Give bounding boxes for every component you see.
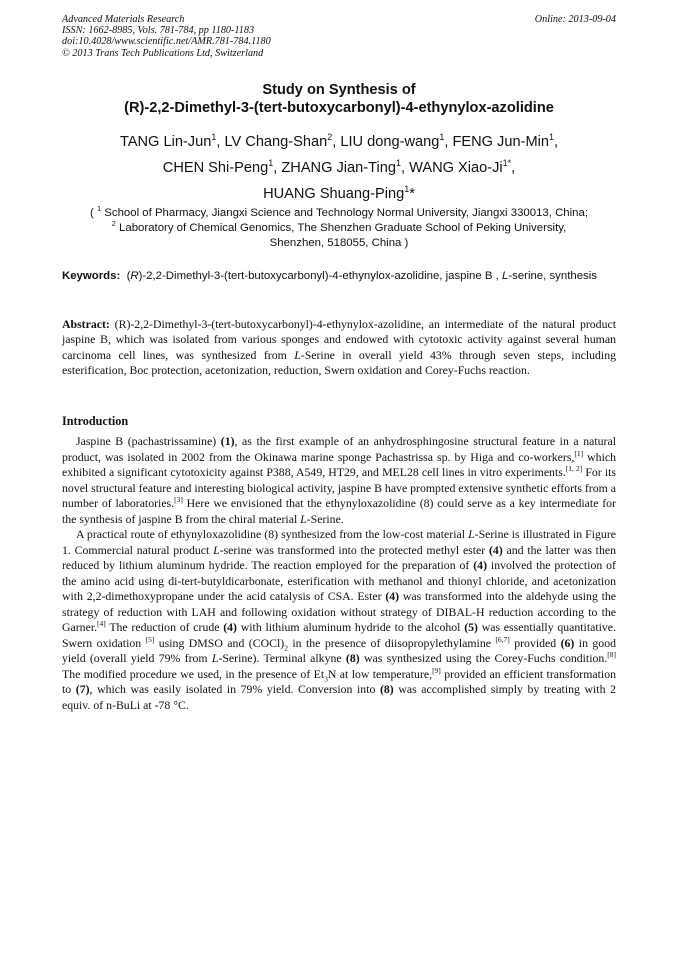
citation[interactable]: [1]	[574, 448, 584, 458]
issn-line: ISSN: 1662-8985, Vols. 781-784, pp 1180-1183	[62, 25, 255, 37]
section-heading-introduction: Introduction	[62, 414, 129, 428]
author-affil-mark: 1	[211, 132, 217, 143]
intro-paragraph-2: A practical route of ethynyloxazolidine (8) synthesized from the low-cost material L-Serine is illustrated in Figure 1. Commercial natural product L-serine was transformed into the protected methyl ester (4) and the latter was then reduced by lithium aluminum hydride. The reaction employed for the preparation of (4) involved the protection of the amino acid using di-tert-butyldicarbonate, esterification with methanol and thionyl chloride, and acetonization with 2,2-dimethoxypropane under the acid catalysis of CSA. Ester (4) was transformed into the aldehyde using the strategy of reduction with LAH and following oxidation without strategy of DIBAL-H reduction according to the Garner.[4] The reduction of crude (4) with lithium aluminum hydride to the alcohol (5) was essentially quantitative. Swern oxidation [5] using DMSO and $(COCl)_2$ in the presence of diisopropylethylamine [6,7] provided (6) in good yield (overall yield 79% from L-Serine). Terminal alkyne (8) was synthesized using the Corey-Fuchs condition.[8] The modified procedure we used, in the presence of $Et_3N$ at low temperature,[9] provided an efficient transformation to (7), which was easily isolated in 79% yield. Conversion into (8) was accomplished simply by treating with 2 equiv. of n-BuLi at -78 °C.	[62, 527, 617, 712]
affiliations	[62, 206, 616, 251]
keywords-section: Keywords: (R)-2,2-Dimethyl-3-(tert-butoxycarbonyl)-4-ethynylox-azolidine, jaspine B , L-serine, synthesis	[62, 270, 597, 282]
author-name: FENG Jun-Min	[452, 134, 549, 150]
doi-line[interactable]: doi:10.4028/www.scientific.net/AMR.781-784.1180	[62, 36, 271, 48]
author-name: CHEN Shi-Peng	[162, 160, 269, 176]
citation[interactable]: [9]	[432, 665, 441, 675]
author-affil-mark: 1	[439, 132, 445, 143]
introduction-body	[62, 434, 616, 713]
title-line-1: Study on Synthesis of	[262, 82, 416, 98]
author-line-3	[62, 181, 616, 207]
author-list	[62, 129, 616, 207]
author-affil-mark: 2	[327, 132, 333, 143]
author-affil-mark: 1*	[502, 158, 512, 169]
author-name: LIU dong-wang	[340, 134, 440, 150]
keywords-label: Keywords:	[62, 270, 121, 282]
intro-paragraph-1: Jaspine B (pachastrissamine) (1), as the first example of an anhydrosphingosine structural feature in a natural product, was isolated in 2002 from the Okinawa marine sponge Pachastrissa sp. by Higa and co-workers,[1] which exhibited a significant cytotoxicity against P388, A549, HT29, and MEL28 cell lines in vitro experiments.[1, 2] For its novel structural feature and interesting biological activity, jaspine B have prompted extensive synthetic efforts from a number of laboratories.[3] Here we envisioned that the ethynyloxazolidine (8) could serve as a key intermediate for the synthesis of jaspine B from the chiral material L-Serine.	[62, 434, 617, 526]
citation[interactable]: [6,7]	[495, 634, 510, 644]
author-name: LV Chang-Shan	[224, 134, 328, 150]
online-date: Online: 2013-09-04	[534, 14, 616, 25]
affiliation-2-city: Shenzhen, 518055, China )	[269, 237, 409, 249]
author-name: HUANG Shuang-Ping	[263, 186, 405, 202]
author-affil-mark: 1	[395, 158, 401, 169]
author-name: TANG Lin-Jun	[119, 134, 212, 150]
copyright-line: © 2013 Trans Tech Publications Ltd, Switzerland	[62, 47, 264, 59]
title-line-2: (R)-2,2-Dimethyl-3-(tert-butoxycarbonyl)-4-ethynylox-azolidine	[124, 100, 554, 116]
author-line-2: CHEN Shi-Peng$^1$, ZHANG Jian-Ting$^1$, WANG Xiao-$Ji^{1*}$,	[162, 158, 516, 176]
author-name: ZHANG Jian-Ting	[281, 160, 396, 176]
author-affil-mark: 1	[268, 158, 274, 169]
journal-name: Advanced Materials Research	[62, 14, 185, 25]
author-line-1: TANG Lin-Jun$^1$, LV Chang-Shan$^2$, LIU dong-wang$^1$, FENG Jun-Min$^1$,	[119, 132, 559, 150]
affiliation-1: ( $^1$ School of Pharmacy, Jiangxi Science and Technology Normal University, Jiangxi 330013, China;	[89, 204, 589, 219]
affiliation-2: $^2$ Laboratory of Chemical Genomics, The Shenzhen Graduate School of Peking University,	[111, 219, 567, 234]
paper-title	[62, 81, 616, 117]
citation[interactable]: [4]	[97, 619, 106, 629]
citation[interactable]: [8]	[607, 650, 616, 660]
citation[interactable]: [1, 2]	[565, 464, 583, 474]
corresponding-mark: *	[409, 186, 415, 202]
abstract-section: Abstract: (R)-2,2-Dimethyl-3-(tert-butoxycarbonyl)-4-ethynylox-azolidine, an intermediate of the natural product jaspine B, which was isolated from various sponges and endowed with cytotoxic activity against several human carcinoma cell lines, was synthesized from L-Serine in overall yield 43% through seven steps, including esterification, Boc protection, acetonization, reduction, Swern oxidation and Corey-Fuchs reaction.	[62, 317, 616, 377]
author-affil-mark: 1	[548, 132, 554, 143]
citation[interactable]: [5]	[145, 634, 155, 644]
journal-header	[62, 14, 616, 59]
citation[interactable]: [3]	[174, 495, 183, 505]
author-affil-mark: 1	[404, 184, 410, 195]
author-name: WANG Xiao-Ji	[409, 160, 503, 176]
abstract-label: Abstract:	[62, 317, 110, 331]
